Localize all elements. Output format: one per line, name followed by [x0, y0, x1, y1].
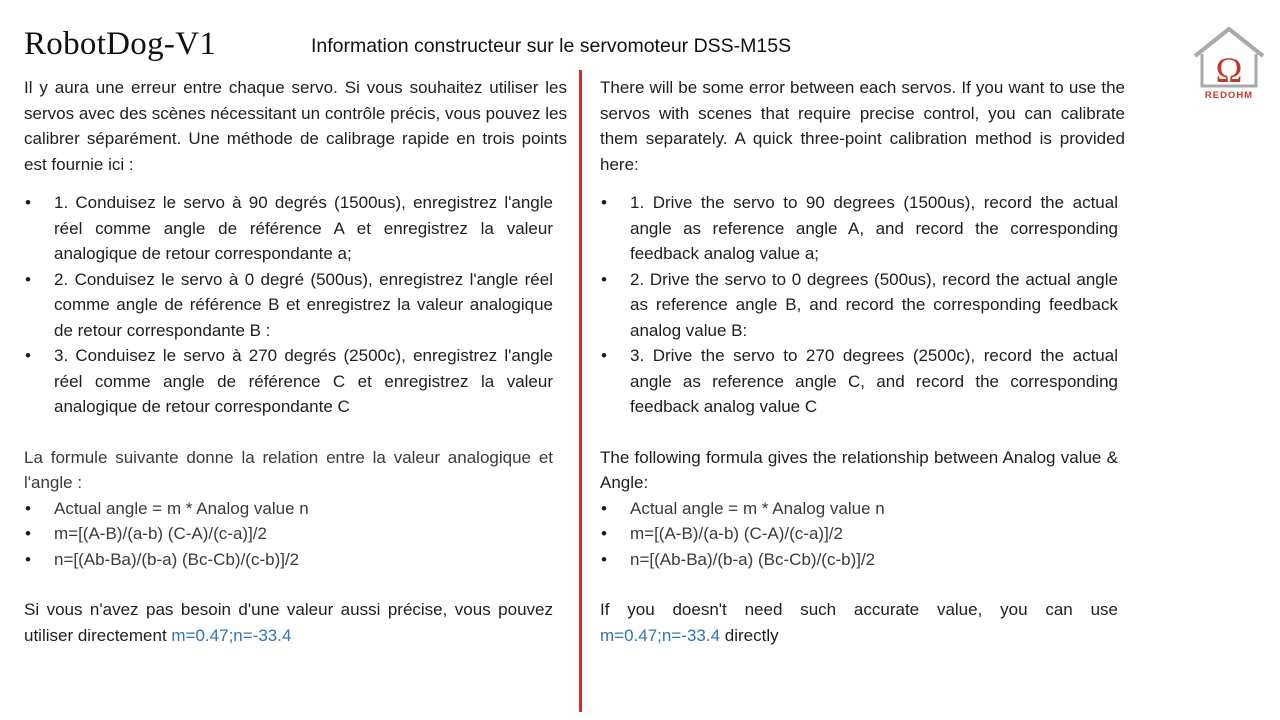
english-steps — [600, 190, 1118, 420]
svg-text:Ω: Ω — [1215, 50, 1243, 90]
french-step-1: • 1. Conduisez le servo à 90 degrés (1500us), enregistrez l'angle réel comme angle de référence A et enregistrez la valeur analogique de retour correspondante a; — [24, 190, 553, 267]
english-formula-item: • n=[(Ab-Ba)/(b-a) (Bc-Cb)/(c-b)]/2 — [600, 547, 1118, 573]
english-formula-item: • Actual angle = m * Analog value n — [600, 496, 1118, 522]
french-formula-item: • n=[(Ab-Ba)/(b-a) (Bc-Cb)/(c-b)]/2 — [24, 547, 553, 573]
english-final-suffix: directly — [720, 625, 779, 645]
english-final-text: If you doesn't need such accurate value, you can use — [600, 600, 1118, 619]
house-omega-icon — [1188, 24, 1270, 92]
english-step-2: • 2. Drive the servo to 0 degrees (500us), record the actual angle as reference angle B, and record the corresponding feedback analog value B: — [600, 267, 1118, 344]
french-formula-item: • m=[(A-B)/(a-b) (C-A)/(c-a)]/2 — [24, 521, 553, 547]
english-final-values: m=0.47;n=-33.4 — [600, 625, 721, 645]
french-step-2: • 2. Conduisez le servo à 0 degré (500us), enregistrez l'angle réel comme angle de référence B et enregistrez la valeur analogique de retour correspondante B : — [24, 267, 553, 344]
page-title: RobotDog-V1 — [24, 26, 217, 62]
french-final-text: Si vous n'avez pas besoin d'une valeur aussi précise, vous pouvez utiliser directement — [24, 600, 553, 645]
english-step-3: • 3. Drive the servo to 270 degrees (2500c), record the actual angle as reference angle C, and record the corresponding feedback analog value C — [600, 343, 1118, 420]
page-subtitle: Information constructeur sur le servomoteur DSS-M15S — [311, 35, 792, 57]
column-divider — [579, 70, 582, 712]
french-step-3: • 3. Conduisez le servo à 270 degrés (2500c), enregistrez l'angle réel comme angle de référence C et enregistrez la valeur analogique de retour correspondante C — [24, 343, 553, 420]
french-final-note — [24, 597, 553, 648]
french-column — [24, 75, 567, 648]
english-formula-intro: The following formula gives the relationship between Analog value & Angle: — [600, 447, 1118, 492]
english-formula-item: • m=[(A-B)/(a-b) (C-A)/(c-a)]/2 — [600, 521, 1118, 547]
french-intro: Il y aura une erreur entre chaque servo. Si vous souhaitez utiliser les servos avec des scènes nécessitant un contrôle précis, vous pouvez les calibrer séparément. Une méthode de calibrage rapide en trois points est fournie ici : — [24, 78, 567, 174]
english-formula-list — [600, 496, 1118, 573]
english-final-note — [600, 597, 1118, 648]
english-intro: There will be some error between each servos. If you want to use the servos with scenes that require precise control, you can calibrate them separately. A quick three-point calibration method is provided here: — [600, 78, 1125, 174]
logo-text: REDOHM — [1204, 90, 1254, 101]
french-formula-intro: La formule suivante donne la relation entre la valeur analogique et l'angle : — [24, 447, 553, 492]
english-step-1: • 1. Drive the servo to 90 degrees (1500us), record the actual angle as reference angle A, and record the corresponding feedback analog value a; — [600, 190, 1118, 267]
french-formula-item: • Actual angle = m * Analog value n — [24, 496, 553, 522]
english-column — [600, 75, 1125, 648]
french-steps — [24, 190, 553, 420]
french-final-values: m=0.47;n=-33.4 — [171, 625, 292, 645]
redohm-logo — [1188, 24, 1270, 108]
french-formula-list — [24, 496, 553, 573]
